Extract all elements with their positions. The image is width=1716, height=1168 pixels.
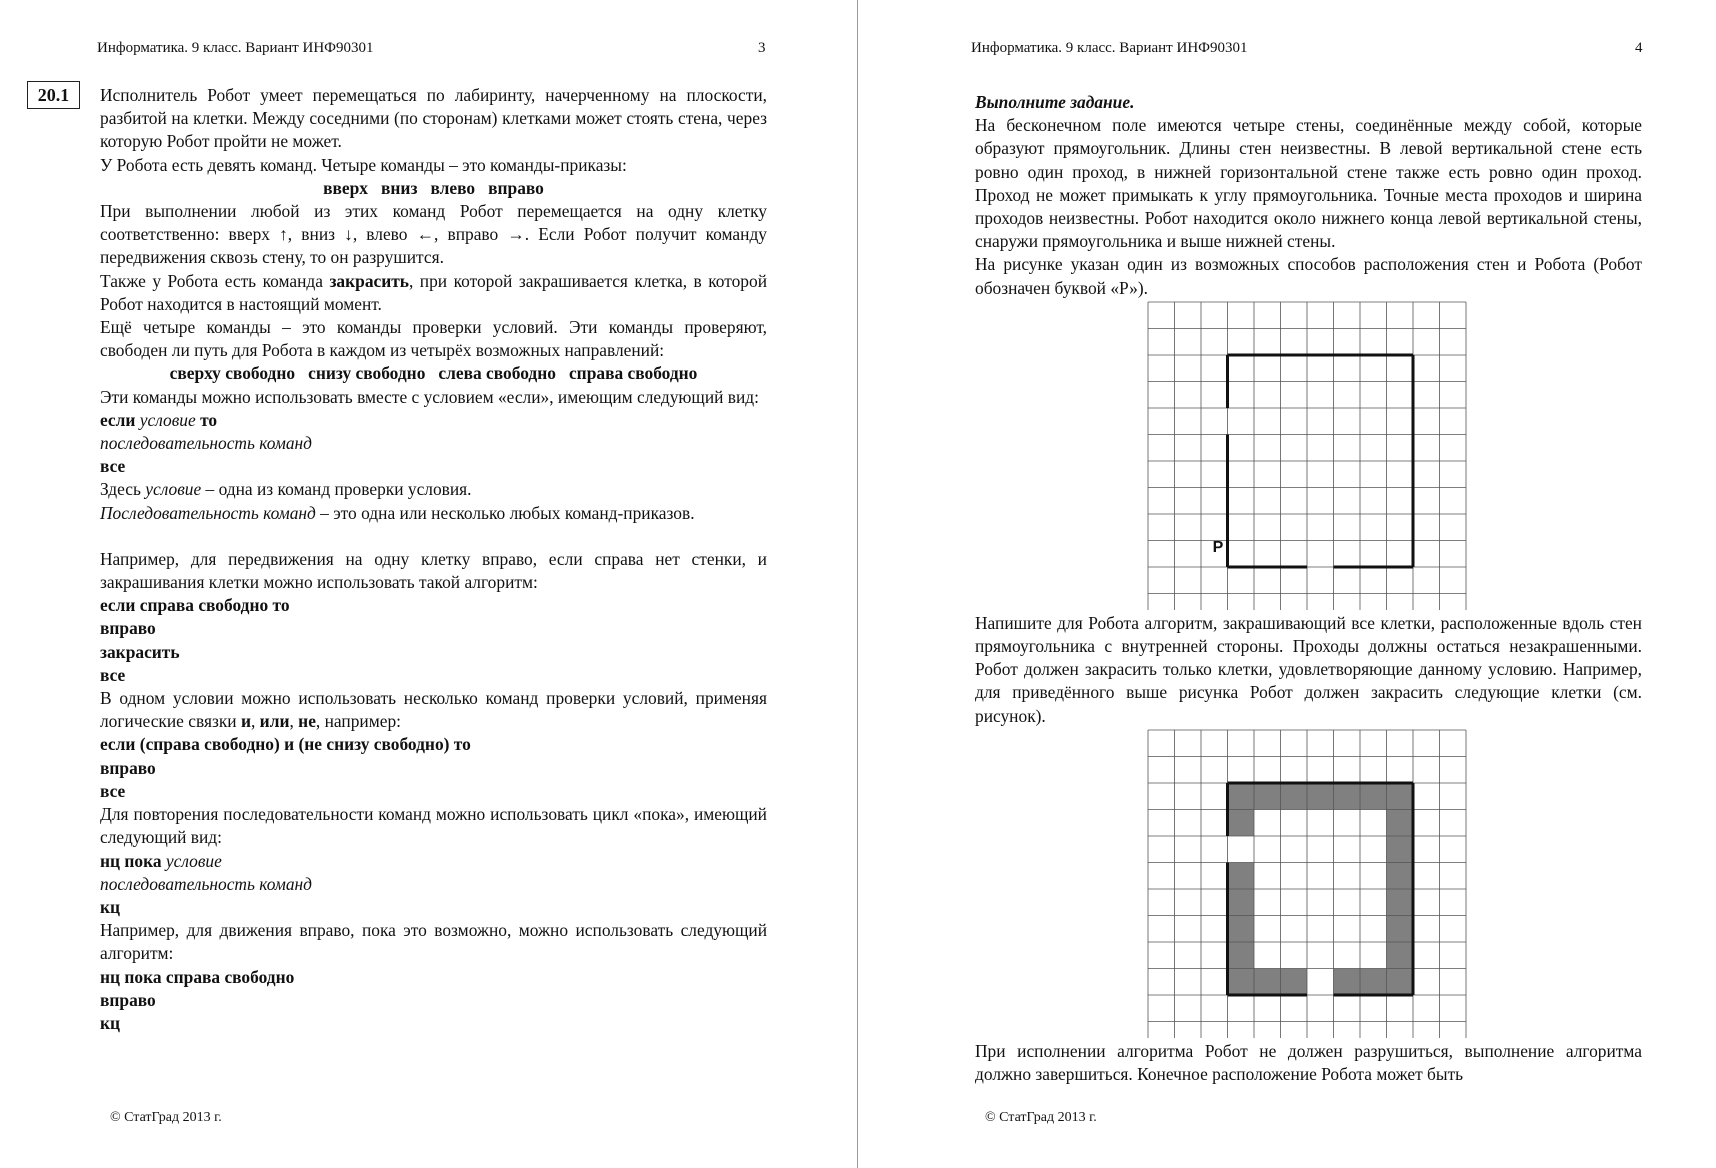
shaded-cell — [1387, 915, 1414, 942]
code-line: все — [100, 780, 126, 801]
paragraph: Ещё четыре команды – это команды проверки условий. Эти команды проверяют, свободен ли путь для Робота в каждом из четырёх возможных направлений: — [100, 317, 767, 361]
shaded-cell — [1281, 968, 1308, 995]
paragraph: При исполнении алгоритма Робот не должен разрушиться, выполнение алгоритма должно завершиться. Конечное расположение Робота может быть — [975, 1040, 1642, 1085]
code-line: нц пока справа свободно — [100, 966, 295, 987]
grid-lines — [1148, 730, 1466, 1038]
page-number: 3 — [758, 40, 766, 56]
shaded-cell — [1228, 968, 1255, 995]
grid-walls-figure — [1146, 300, 1471, 610]
paragraph: На бесконечном поле имеются четыре стены, соединённые между собой, которые образуют прямоугольник. Длины стен неизвестны. В левой вертикальной стене есть ровно один проход, в нижней горизонтальной стене также есть ровно один проход. Проход не может примыкать к углу прямоугольника. Точные места проходов и ширина проходов неизвестны. Робот находится около нижнего конца левой вертикальной стены, снаружи прямоугольника и выше нижней стены. — [975, 115, 1642, 252]
code-line: кц — [100, 1012, 121, 1033]
paragraph: У Робота есть девять команд. Четыре команды – это команды-приказы: — [100, 154, 627, 175]
shaded-cell — [1254, 783, 1281, 810]
code-line: кц — [100, 896, 121, 917]
right-text-column — [975, 91, 1642, 1086]
task-number-box: 20.1 — [27, 81, 80, 109]
shaded-cell — [1360, 968, 1387, 995]
check-commands: сверху свободно снизу свободно слева свободно справа свободно — [169, 363, 698, 384]
code-line: все — [100, 456, 126, 477]
figure-walls-robot — [1146, 300, 1471, 610]
paragraph: Здесь условие – одна из команд проверки условия. — [100, 479, 472, 500]
paragraph: При выполнении любой из этих команд Робот перемещается на одну клетку соответственно: вверх ↑, вниз ↓, влево ←, вправо →. Если Робот получит команду передвижения сквозь стену, то он разрушится. — [100, 201, 767, 268]
right-page — [858, 0, 1716, 1168]
shaded-cell — [1387, 809, 1414, 836]
shaded-cell — [1387, 862, 1414, 889]
figure-shaded-cells — [1146, 728, 1471, 1038]
shaded-cell — [1228, 915, 1255, 942]
paragraph: Эти команды можно использовать вместе с условием «если», имеющим следующий вид: — [100, 386, 759, 407]
page-footer: © СтатГрад 2013 г. — [110, 1110, 222, 1125]
shaded-cell — [1228, 942, 1255, 969]
shaded-cell — [1334, 968, 1361, 995]
code-line: последовательность команд — [100, 873, 312, 894]
shaded-cell — [1387, 783, 1414, 810]
page-number: 4 — [1635, 40, 1643, 56]
paragraph: В одном условии можно использовать несколько команд проверки условий, применяя логические связки и, или, не, например: — [100, 688, 767, 732]
move-commands: вверх вниз влево вправо — [323, 177, 544, 198]
code-line: вправо — [100, 989, 156, 1010]
shaded-cell — [1228, 889, 1255, 916]
paragraph: Например, для движения вправо, пока это возможно, можно использовать следующий алгоритм: — [100, 920, 767, 964]
paragraph: Напишите для Робота алгоритм, закрашивающий все клетки, расположенные вдоль стен прямоугольника с внутренней стороны. Проходы должны остаться незакрашенными. Робот должен закрасить только клетки, удовлетворяющие данному условию. Например, для приведённого выше рисунка Робот должен закрасить следующие клетки (см. рисунок). — [975, 612, 1642, 726]
code-line: вправо — [100, 757, 156, 778]
code-line: закрасить — [100, 641, 180, 662]
robot-label: Р — [1212, 538, 1224, 556]
shaded-cell — [1360, 783, 1387, 810]
shaded-cell — [1387, 942, 1414, 969]
page-header: Информатика. 9 класс. Вариант ИНФ90301 — [97, 40, 374, 56]
code-line: если справа свободно то — [100, 595, 290, 616]
page-footer: © СтатГрад 2013 г. — [985, 1110, 1097, 1125]
shaded-cell — [1387, 968, 1414, 995]
page-header: Информатика. 9 класс. Вариант ИНФ90301 — [971, 40, 1248, 56]
shaded-cell — [1387, 889, 1414, 916]
shaded-cell — [1387, 836, 1414, 863]
paragraph: Также у Робота есть команда закрасить, при которой закрашивается клетка, в которой Робот находится в настоящий момент. — [100, 270, 767, 314]
paragraph: Исполнитель Робот умеет перемещаться по лабиринту, начерченному на плоскости, разбитой на клетки. Между соседними (по сторонам) клетками может стоять стена, через которую Робот пройти не может. — [100, 85, 767, 152]
left-text-column — [100, 84, 767, 1035]
code-line: последовательность команд — [100, 433, 312, 454]
shaded-cell — [1228, 809, 1255, 836]
code-line: вправо — [100, 618, 156, 639]
shaded-cell — [1334, 783, 1361, 810]
task-title: Выполните задание. — [975, 92, 1135, 112]
code-line: если условие то — [100, 409, 218, 430]
paragraph: Последовательность команд – это одна или несколько любых команд-приказов. — [100, 502, 695, 523]
shaded-cell — [1281, 783, 1308, 810]
shaded-cell — [1254, 968, 1281, 995]
shaded-cell — [1307, 783, 1334, 810]
grid-shaded-figure — [1146, 728, 1471, 1038]
shaded-cell — [1228, 783, 1255, 810]
paragraph: На рисунке указан один из возможных способов расположения стен и Робота (Робот обозначен буквой «Р»). — [975, 254, 1642, 298]
paragraph: Например, для передвижения на одну клетку вправо, если справа нет стенки, и закрашивания клетки можно использовать такой алгоритм: — [100, 548, 767, 593]
paragraph: Для повторения последовательности команд можно использовать цикл «пока», имеющий следующий вид: — [100, 804, 767, 848]
shaded-cell — [1228, 862, 1255, 889]
left-page — [0, 0, 857, 1168]
grid-lines — [1148, 302, 1466, 610]
code-line: нц пока условие — [100, 850, 222, 871]
code-line: все — [100, 664, 126, 685]
code-line: если (справа свободно) и (не снизу свободно) то — [100, 734, 471, 755]
